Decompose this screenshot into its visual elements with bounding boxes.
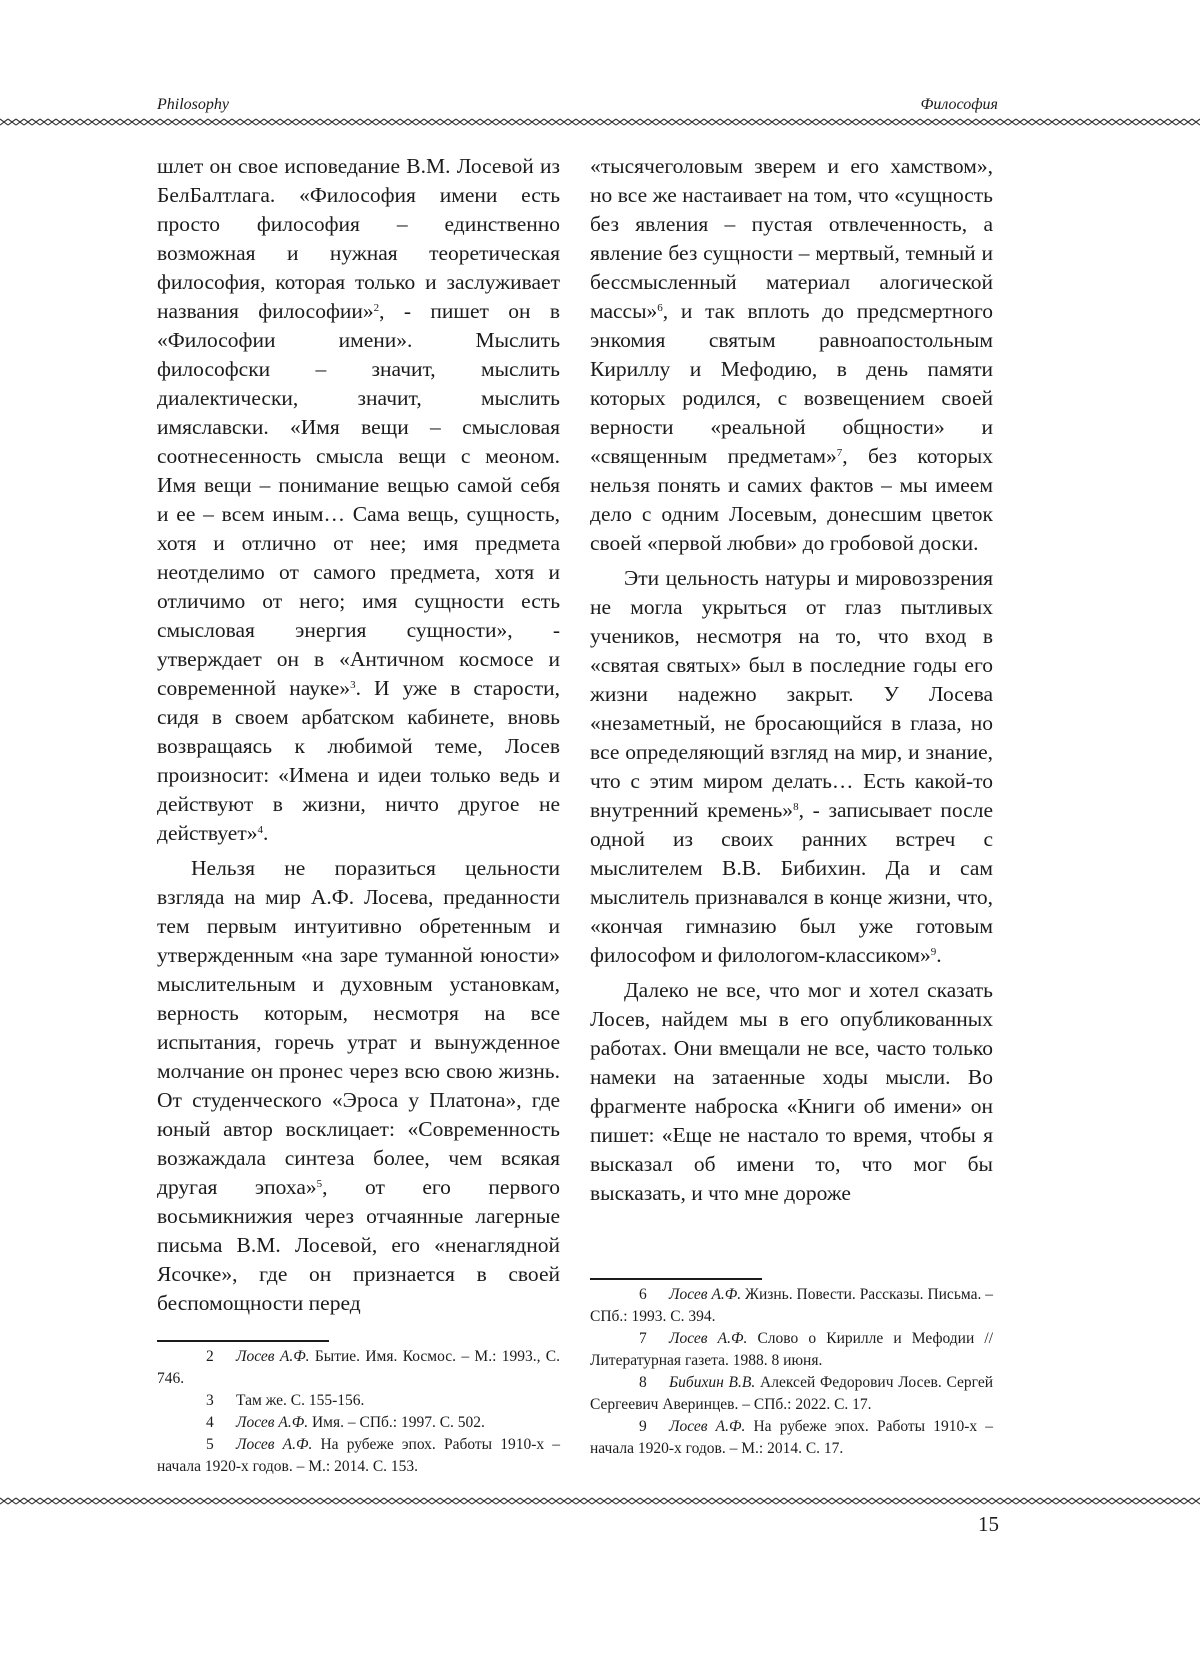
paragraph (157, 152, 560, 848)
footnote-reference: 8 (793, 801, 799, 813)
paragraph-text: , от его первого восьмикнижия через отчаянные лагерные письма В.М. Лосевой, его «ненаглядной Ясочке», где он признается в своей беспомощности перед (157, 1175, 560, 1315)
ornament-top-border (0, 117, 1200, 127)
paragraph (590, 976, 993, 1208)
paragraph (157, 854, 560, 1318)
footnote-text: Алексей Федорович Лосев. Сергей Сергеевич Аверинцев. – СПб.: 2022. С. 17. (590, 1374, 993, 1413)
paragraph-text: «тысячеголовым зверем и его хамством», но все же настаивает на том, что «сущность без явления – пустая отвлеченность, а явление без сущности – мертвый, темный и бессмысленный материал алогической массы» (590, 154, 993, 323)
footnote-number: 3 (206, 1392, 214, 1409)
footnote-author: Лосев А.Ф. (236, 1436, 313, 1453)
paragraph-text: Нельзя не поразиться цельности взгляда на мир А.Ф. Лосева, преданности тем первым интуитивно обретенным и утвержденным «на заре туманной юности» мыслительным и духовным установкам, верность которым, несмотря на все испытания, горечь утрат и вынужденное молчание он пронес через всю свою жизнь. От студенческого «Эроса у Платона», где юный автор восклицает: «Современность возжаждала синтеза более, чем всякая другая эпоха» (157, 856, 560, 1199)
paragraph (590, 152, 993, 558)
footnotes-right (590, 1284, 993, 1460)
footnotes-left (157, 1346, 560, 1478)
footnote-text: Там же. С. 155-156. (236, 1392, 365, 1409)
footnote-author: Лосев А.Ф. (669, 1418, 746, 1435)
footnote (590, 1416, 993, 1460)
footnote-text: На рубеже эпох. Работы 1910-х – начала 1920-х годов. – М.: 2014. С. 17. (590, 1418, 993, 1457)
paragraph-text: . И уже в старости, сидя в своем арбатском кабинете, вновь возвращаясь к любимой теме, Лосев произносит: «Имена и идеи только ведь и действуют в жизни, ничто другое не действует» (157, 676, 561, 845)
footnote (590, 1328, 993, 1372)
footnote (157, 1346, 560, 1390)
footnote-reference: 6 (657, 302, 663, 314)
footnote-number: 4 (206, 1414, 214, 1431)
footnote (590, 1372, 993, 1416)
footnote-number: 9 (639, 1418, 647, 1435)
footnote-separator-left (157, 1340, 329, 1342)
footnote-number: 6 (639, 1286, 647, 1303)
paragraph-text: Эти цельность натуры и мировоззрения не могла укрыться от глаз пытливых учеников, несмотря на то, что вход в «святая святых» был в последние годы его жизни надежно закрыт. У Лосева «незаметный, не бросающийся в глаза, но все определяющий взгляд на мир, и знание, что с этим миром делать… Есть какой-то внутренний кремень» (590, 566, 993, 822)
footnote-number: 2 (206, 1348, 214, 1365)
paragraph-text: шлет он свое исповедание В.М. Лосевой из БелБалтлага. «Философия имени есть просто философия – единственно возможная и нужная теоретическая философия, которая только и заслуживает названия философии» (157, 154, 560, 323)
paragraph-text: , - пишет он в «Философии имени». Мыслить философски – значит, мыслить диалектически, значит, мыслить имяславски. «Имя вещи – смысловая соотнесенность смысла вещи с меоном. Имя вещи – понимание вещью самой себя и ее – всем иным… Сама вещь, сущность, хотя и отлично от нее; имя предмета неотделимо от самого предмета, хотя и отличимо от него; имя сущности есть смысловая энергия сущности», - утверждает он в «Античном космосе и современной науке» (157, 299, 560, 700)
footnote-separator-right (590, 1278, 762, 1280)
text-column-left (157, 152, 560, 1318)
footnote-author: Лосев А.Ф. (669, 1330, 748, 1347)
paragraph-text: , и так вплоть до предсмертного энкомия святым равноапостольным Кириллу и Мефодию, в день памяти которых родился, с возвещением своей верности «реальной общности» и «священным предметам» (590, 299, 993, 468)
paragraph-text: . (263, 821, 269, 845)
footnote (590, 1284, 993, 1328)
footnote (157, 1434, 560, 1478)
paragraph-text: , - записывает после одной из своих ранних встреч с мыслителем В.В. Бибихин. Да и сам мыслитель признавался в конце жизни, что, «кончая гимназию был уже готовым философом и филологом-классиком» (590, 798, 993, 967)
footnote-author: Лосев А.Ф. (236, 1414, 309, 1431)
footnote-reference: 2 (373, 302, 380, 314)
footnote-reference: 4 (257, 824, 263, 836)
footnote-reference: 7 (836, 447, 843, 459)
footnote-text: Имя. – СПб.: 1997. С. 502. (308, 1414, 485, 1431)
ornament-bottom-border (0, 1496, 1200, 1506)
footnote-text: Бытие. Имя. Космос. – М.: 1993., С. 746. (157, 1348, 561, 1387)
footnote-author: Лосев А.Ф. (669, 1286, 742, 1303)
footnote-reference: 5 (316, 1178, 323, 1190)
running-head-left: Philosophy (157, 96, 229, 113)
footnote-reference: 3 (350, 679, 356, 691)
paragraph-text: . (936, 943, 942, 967)
paragraph-text: Далеко не все, что мог и хотел сказать Лосев, найдем мы в его опубликованных работах. Они вмещали не все, часто только намеки на затаенные ходы мысли. Во фрагменте наброска «Книги об имени» он пишет: «Еще не настало то время, чтобы я высказал об имени то, что мог бы высказать, и что мне дороже (590, 978, 993, 1205)
footnote-reference: 9 (930, 946, 937, 958)
footnote-author: Лосев А.Ф. (236, 1348, 310, 1365)
footnote-author: Бибихин В.В. (669, 1374, 756, 1391)
footnote (157, 1412, 560, 1434)
paragraph-text: , без которых нельзя понять и самих фактов – мы имеем дело с одним Лосевым, донесшим цветок своей «первой любви» до гробовой доски. (590, 444, 993, 555)
footnote-text: Слово о Кирилле и Мефодии // Литературная газета. 1988. 8 июня. (590, 1330, 993, 1369)
paragraph (590, 564, 993, 970)
running-head-right: Философия (920, 96, 998, 113)
footnote-number: 5 (206, 1436, 214, 1453)
footnote-text: На рубеже эпох. Работы 1910-х – начала 1920-х годов. – М.: 2014. С. 153. (157, 1436, 560, 1475)
footnote-number: 8 (639, 1374, 647, 1391)
text-column-right (590, 152, 993, 1208)
page-number: 15 (978, 1512, 999, 1536)
footnote (157, 1390, 560, 1412)
footnote-text: Жизнь. Повести. Рассказы. Письма. – СПб.: 1993. С. 394. (590, 1286, 994, 1325)
footnote-number: 7 (639, 1330, 647, 1347)
